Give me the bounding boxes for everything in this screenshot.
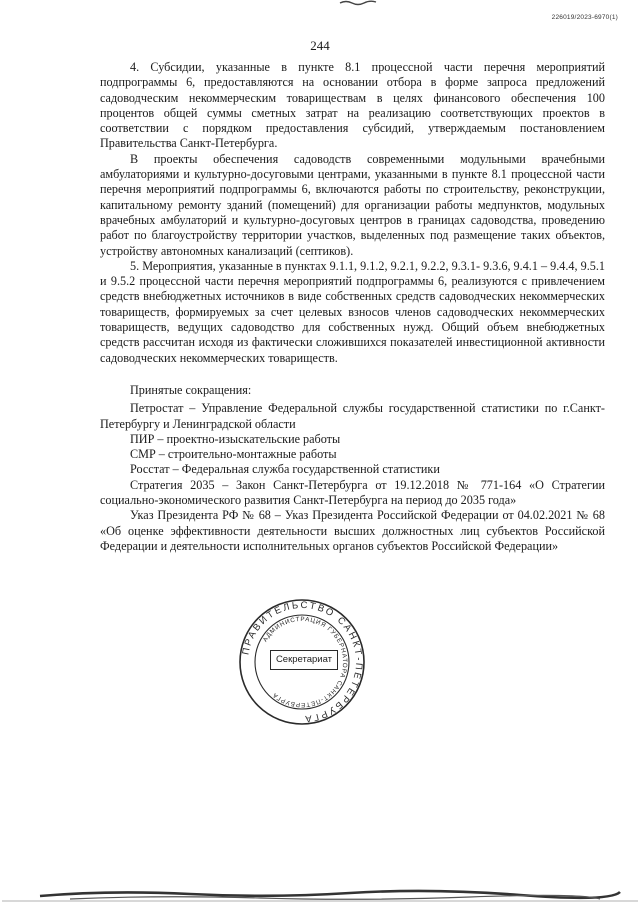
- paragraph-projects: В проекты обеспечения садоводств современными модульными врачебными амбулаториями и культурно-досуговыми центрами, указанными в пункте 8.1 процессной части перечня мероприятий подпрограммы 6, включаются работы по строительству, реконструкции, капитальному ремонту зданий (помещений) для организации работы медпунктов, модульных врачебных амбулаторий и культурно-досуговых центров в границах садоводства, проведению работ по благоустройству территории участков, выделенных под размещение таких объектов, устройству автономных канализаций (септиков).: [100, 151, 605, 258]
- paragraph-5: 5. Мероприятия, указанные в пунктах 9.1.1, 9.1.2, 9.2.1, 9.2.2, 9.3.1- 9.3.6, 9.4.1 – 9.4.4, 9.5.1 и 9.5.2 процессной части перечня мероприятий подпрограммы 6, реализуются с привлечением средств внебюджетных источников в виде собственных средств садоводческих некоммерческих товариществ, формируемых за счет целевых взносов членов садоводческих некоммерческих товариществ, ведущих садоводство для собственных нужд. Общий объем внебюджетных средств рассчитан исходя из фактически сложившихся показателей инвестиционной активности садоводческих некоммерческих товариществ.: [100, 258, 605, 365]
- official-seal-stamp: [238, 598, 366, 726]
- seal-outer-text: ПРАВИТЕЛЬСТВО САНКТ-ПЕТЕРБУРГА: [240, 599, 365, 725]
- seal-center-label: Секретариат: [270, 650, 338, 670]
- abbreviation-item: Указ Президента РФ № 68 – Указ Президента Российской Федерации от 04.02.2021 № 68 «Об оценке эффективности деятельности высших должностных лиц субъектов Российской Федерации и деятельности исполнительных органов субъектов Российской Федерации»: [100, 508, 605, 553]
- scan-artifact-bottom: [0, 878, 640, 904]
- document-id: 226019/2023-6970(1): [551, 14, 618, 21]
- abbreviation-item: Стратегия 2035 – Закон Санкт-Петербурга от 19.12.2018 № 771-164 «О Стратегии социально-экономического развития Санкт-Петербурга на период до 2035 года»: [100, 477, 605, 508]
- abbreviation-item: Петростат – Управление Федеральной службы государственной статистики по г.Санкт-Петербургу и Ленинградской области: [100, 401, 605, 431]
- page-number: 244: [310, 38, 330, 53]
- scan-artifact-top: [338, 0, 378, 6]
- abbreviations-heading: Принятые сокращения:: [130, 382, 252, 397]
- abbreviation-item: СМР – строительно-монтажные работы: [130, 447, 337, 462]
- abbreviation-item: Росстат – Федеральная служба государственной статистики: [130, 462, 440, 477]
- seal-inner-text: АДМИНИСТРАЦИЯ ГУБЕРНАТОРА САНКТ-ПЕТЕРБУРГА: [261, 615, 349, 709]
- abbreviation-item: ПИР – проектно-изыскательские работы: [130, 431, 341, 446]
- document-body: [100, 60, 605, 554]
- paragraph-4: 4. Субсидии, указанные в пункте 8.1 процессной части перечня мероприятий подпрограммы 6, предоставляются на основании отбора в форме запроса предложений садоводческим некоммерческим товариществам в целях финансового обеспечения 100 процентов общей суммы сметных затрат на реализацию соответствующих проектов в соответствии с порядком предоставления субсидий, утверждаемым постановлением Правительства Санкт-Петербурга.: [100, 60, 605, 151]
